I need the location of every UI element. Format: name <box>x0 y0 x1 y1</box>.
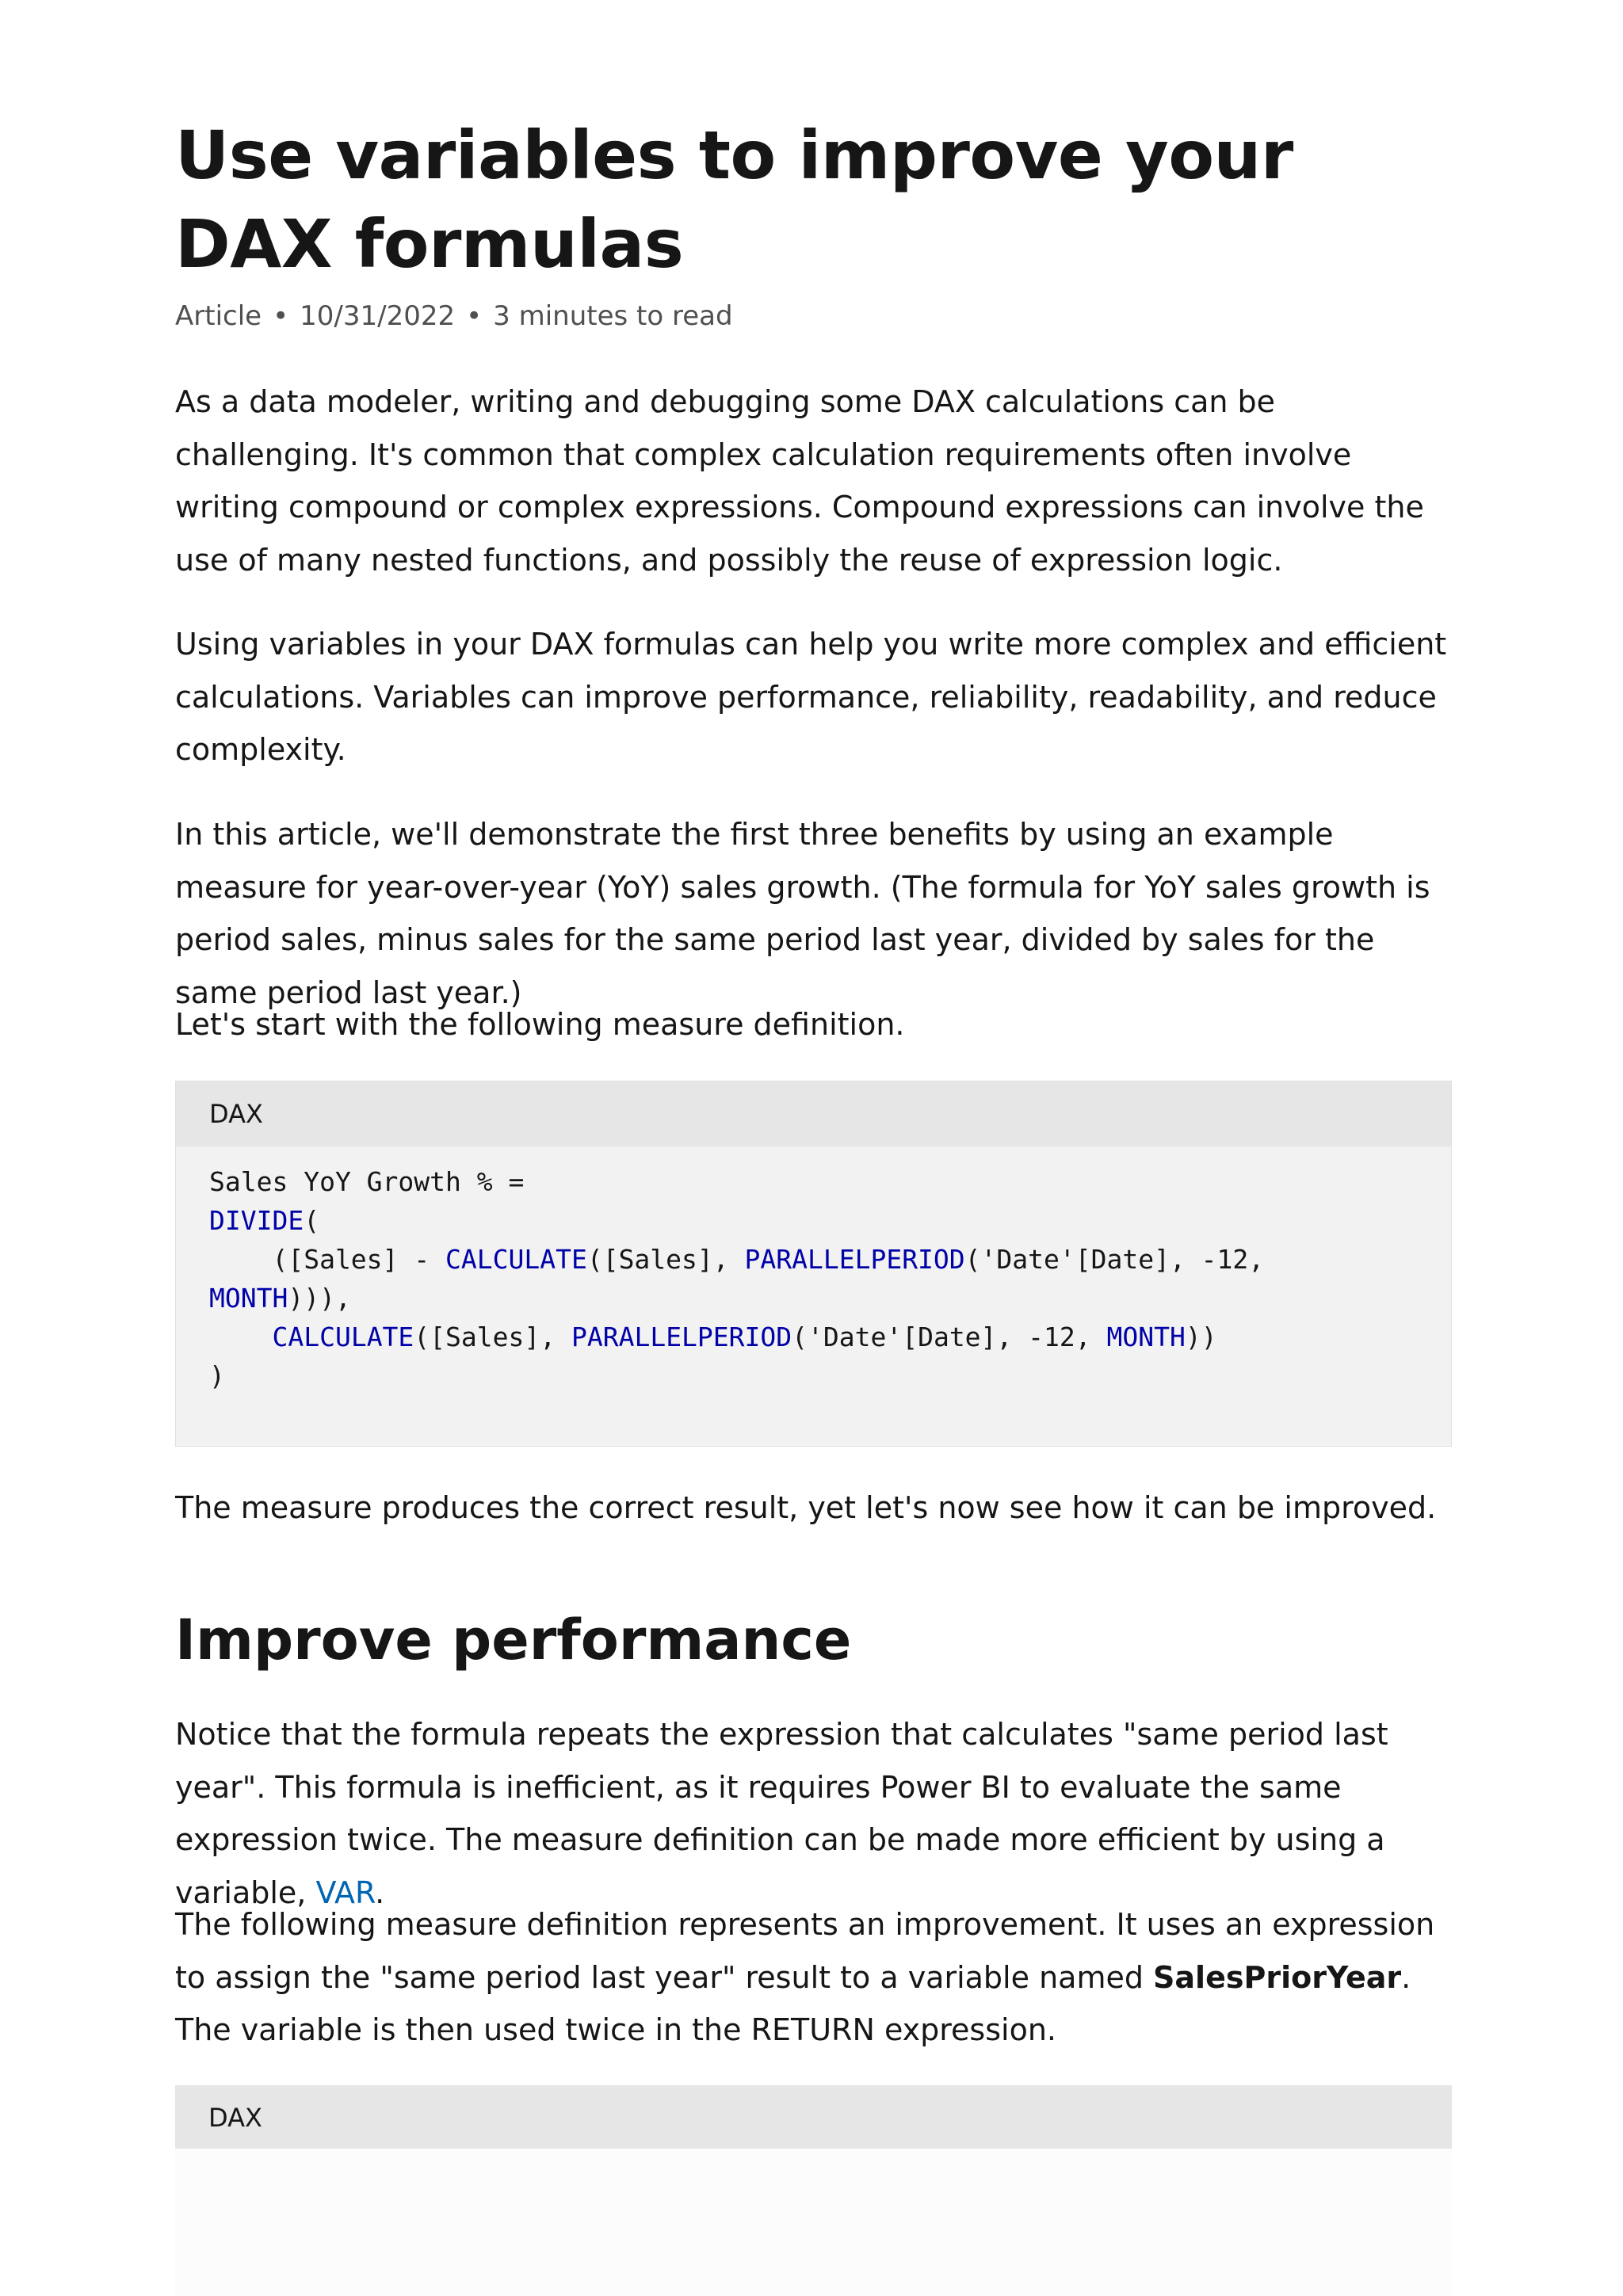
code-line: DIVIDE( <box>209 1205 320 1236</box>
code-language-label: DAX <box>175 2085 1452 2150</box>
code-content[interactable] <box>176 1146 1451 1395</box>
code-line: CALCULATE([Sales], PARALLELPERIOD('Date'[Date], -12, MONTH)) <box>272 1322 1217 1352</box>
article-date: 10/31/2022 <box>300 300 456 332</box>
article-meta <box>175 296 733 336</box>
code-keyword: CALCULATE <box>272 1322 414 1352</box>
paragraph-text: . <box>375 1875 385 1910</box>
separator-dot: • <box>273 300 289 332</box>
intro-paragraph-3: In this article, we'll demonstrate the first three benefits by using an example measure for year-over-year (YoY) sales growth. (The formula for YoY sales growth is period sales, minus sales for the same period last year, divided by sales for the same period last year.) <box>175 817 1430 1010</box>
code-keyword: CALCULATE <box>445 1244 587 1275</box>
variable-name: SalesPriorYear <box>1153 1959 1402 1995</box>
code-line: MONTH))), <box>209 1283 351 1314</box>
code-keyword: PARALLELPERIOD <box>571 1322 792 1352</box>
section-heading: Improve performance <box>175 1608 852 1672</box>
intro-paragraph-4: Let's start with the following measure definition. <box>175 1007 905 1042</box>
intro-paragraph-2: Using variables in your DAX formulas can help you write more complex and efficient calculations. Variables can improve performance, reliability, readability, and reduce complexity. <box>175 627 1447 767</box>
intro-paragraph-1: As a data modeler, writing and debugging some DAX calculations can be challenging. It's common that complex calculation requirements often involve writing compound or complex expressions. Compound expressions can involve the use of many nested functions, and possibly the reuse of expression logic. <box>175 384 1424 578</box>
code-block <box>175 2085 1452 2150</box>
code-language-label: DAX <box>176 1081 1451 1146</box>
code-keyword: MONTH <box>1106 1322 1186 1352</box>
code-line: ([Sales] - CALCULATE([Sales], PARALLELPERIOD('Date'[Date], -12, <box>209 1244 1265 1275</box>
paragraph-text: . The variable is then used twice in the RETURN expression. <box>175 1959 1411 2047</box>
read-time: 3 minutes to read <box>493 300 733 332</box>
code-block <box>175 1081 1452 1447</box>
code-block-body-partial <box>175 2149 1452 2296</box>
performance-paragraph-2 <box>175 1898 1452 2057</box>
article-type: Article <box>175 300 262 332</box>
code-keyword: MONTH <box>209 1283 288 1314</box>
code-line: ) <box>209 1360 225 1391</box>
var-link[interactable]: VAR <box>315 1875 376 1910</box>
paragraph-text: Notice that the formula repeats the expression that calculates "same period last year". This formula is inefficient, as it requires Power BI to evaluate the same expression twice. The measure definition can be made more efficient by using a variable, <box>175 1717 1388 1910</box>
code-keyword: PARALLELPERIOD <box>744 1244 965 1275</box>
code-keyword: DIVIDE <box>209 1205 304 1236</box>
separator-dot: • <box>466 300 483 332</box>
code-line: Sales YoY Growth % = <box>209 1166 525 1197</box>
paragraph-text: The following measure definition represents an improvement. It uses an expression to assign the "same period last year" result to a variable named <box>175 1907 1435 1995</box>
after-code-paragraph: The measure produces the correct result, yet let's now see how it can be improved. <box>175 1490 1437 1525</box>
performance-paragraph-1 <box>175 1708 1452 1919</box>
page-title: Use variables to improve your DAX formulas <box>175 116 1293 283</box>
